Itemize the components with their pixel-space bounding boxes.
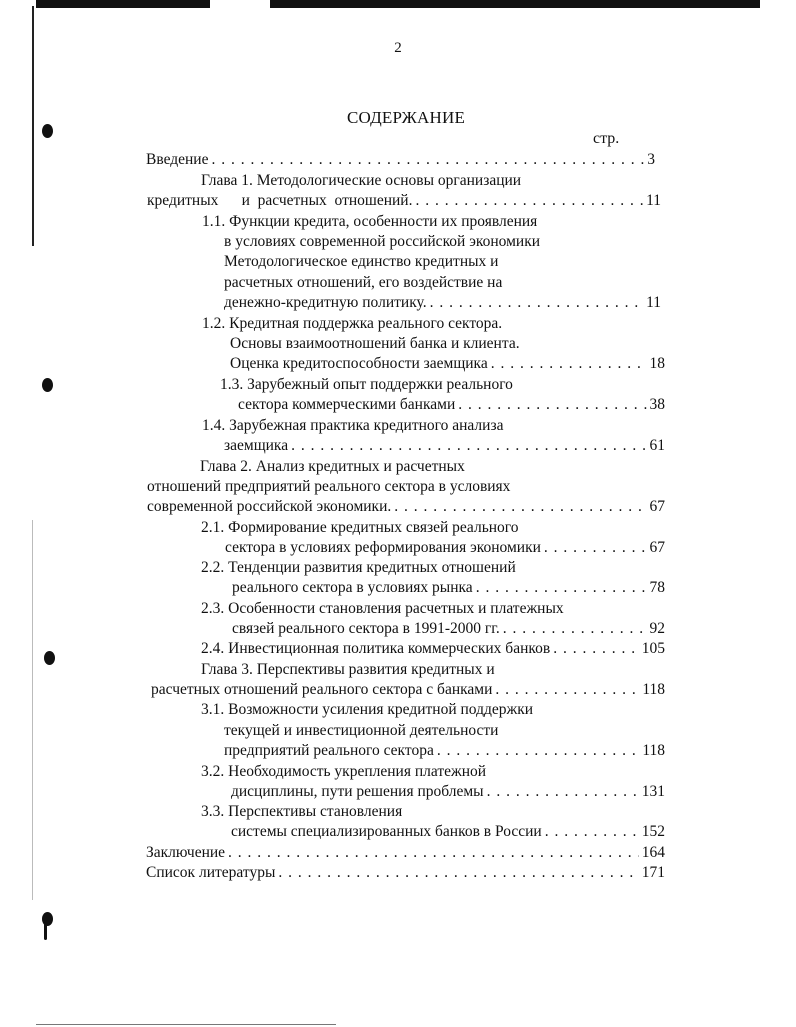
toc-chapter-1-title: Глава 1. Методологические основы организации xyxy=(201,172,522,189)
toc-entry-page: 105 xyxy=(641,640,665,657)
punch-hole-mark-tail xyxy=(44,922,47,940)
toc-entry-section-3-1 xyxy=(224,741,665,761)
toc-section-1-2-line-2: Основы взаимоотношений банка и клиента. xyxy=(230,335,520,352)
toc-entry-page: 118 xyxy=(642,742,665,759)
page-number: 2 xyxy=(394,40,402,56)
toc-entry-section-3-3 xyxy=(231,822,665,842)
toc-leader-dots xyxy=(394,497,646,517)
toc-entry-text: Введение xyxy=(146,151,209,168)
page-column-label: стр. xyxy=(593,130,620,147)
scan-left-edge-faint xyxy=(32,520,33,900)
toc-entry-chapter-2 xyxy=(147,497,665,517)
toc-leader-dots xyxy=(458,395,646,415)
toc-section-1-1-line-1: 1.1. Функции кредита, особенности их проявления xyxy=(202,213,538,230)
toc-entry-section-2-4 xyxy=(201,639,665,659)
toc-entry-page: 61 xyxy=(649,437,665,454)
toc-section-2-1-line-1: 2.1. Формирование кредитных связей реального xyxy=(201,519,519,536)
toc-chapter-2-line-1: Глава 2. Анализ кредитных и расчетных xyxy=(200,458,465,475)
scan-top-border xyxy=(36,0,760,8)
toc-leader-dots xyxy=(491,354,647,374)
toc-entry-page: 18 xyxy=(649,355,665,372)
toc-section-1-3-line-1: 1.3. Зарубежный опыт поддержки реального xyxy=(220,376,513,393)
toc-leader-dots xyxy=(211,150,644,170)
toc-entry-text: современной российской экономики. xyxy=(147,498,392,515)
toc-leader-dots xyxy=(291,436,646,456)
toc-section-2-2-line-1: 2.2. Тенденции развития кредитных отношений xyxy=(201,559,516,576)
toc-entry-chapter-1 xyxy=(147,191,661,211)
toc-entry-chapter-3 xyxy=(151,680,665,700)
toc-entry-page: 67 xyxy=(649,498,665,515)
toc-section-1-1-line-4: расчетных отношений, его воздействие на xyxy=(224,274,503,291)
toc-leader-dots xyxy=(544,538,647,558)
toc-entry-text: заемщика xyxy=(224,437,289,454)
toc-entry-page: 118 xyxy=(642,681,665,698)
punch-hole-mark xyxy=(42,378,53,392)
scan-top-border-gap xyxy=(210,0,270,8)
toc-entry-page: 11 xyxy=(646,192,661,209)
toc-entry-page: 38 xyxy=(649,396,665,413)
toc-section-1-2-line-1: 1.2. Кредитная поддержка реального сектора. xyxy=(202,315,503,332)
toc-leader-dots xyxy=(487,782,639,802)
toc-section-2-3-line-1: 2.3. Особенности становления расчетных и платежных xyxy=(201,600,564,617)
toc-entry-page: 152 xyxy=(641,823,665,840)
toc-entry-text: Список литературы xyxy=(146,864,276,881)
toc-leader-dots xyxy=(278,863,638,883)
toc-entry-text: системы специализированных банков в России xyxy=(231,823,542,840)
toc-leader-dots xyxy=(495,680,639,700)
toc-section-3-3-line-1: 3.3. Перспективы становления xyxy=(201,803,403,820)
toc-entry-references xyxy=(146,863,665,883)
toc-entry-text: сектора коммерческими банками xyxy=(238,396,456,413)
toc-leader-dots xyxy=(415,191,643,211)
scan-bottom-edge xyxy=(36,1024,336,1025)
toc-entry-section-1-4 xyxy=(224,436,665,456)
toc-entry-text: связей реального сектора в 1991-2000 гг. xyxy=(232,620,500,637)
punch-hole-mark xyxy=(44,651,55,665)
toc-entry-section-2-1 xyxy=(225,538,665,558)
toc-entry-text: Оценка кредитоспособности заемщика xyxy=(230,355,488,372)
toc-entry-section-1-2 xyxy=(230,354,665,374)
toc-entry-section-2-3 xyxy=(232,619,665,639)
toc-section-1-4-line-1: 1.4. Зарубежная практика кредитного анализа xyxy=(202,417,504,434)
toc-entry-section-2-2 xyxy=(232,578,665,598)
toc-entry-text: Заключение xyxy=(146,844,226,861)
toc-entry-text: предприятий реального сектора xyxy=(224,742,434,759)
toc-chapter-2-line-2: отношений предприятий реального сектора в условиях xyxy=(147,478,511,495)
toc-entry-intro xyxy=(146,150,655,170)
toc-leader-dots xyxy=(553,639,639,659)
toc-entry-text: денежно-кредитную политику. xyxy=(224,294,427,311)
toc-entry-page: 164 xyxy=(641,844,665,861)
toc-entry-section-3-2 xyxy=(231,782,665,802)
toc-entry-text: 2.4. Инвестиционная политика коммерческих банков xyxy=(201,640,551,657)
toc-entry-section-1-3 xyxy=(238,395,665,415)
toc-entry-page: 92 xyxy=(649,620,665,637)
toc-entry-text: дисциплины, пути решения проблемы xyxy=(231,783,484,800)
toc-leader-dots xyxy=(503,619,647,639)
toc-leader-dots xyxy=(430,293,643,313)
page-title: СОДЕРЖАНИЕ xyxy=(346,108,466,127)
toc-section-3-1-line-2: текущей и инвестиционной деятельности xyxy=(224,722,499,739)
toc-leader-dots xyxy=(545,822,639,842)
toc-entry-text: расчетных отношений реального сектора с банками xyxy=(151,681,493,698)
toc-entry-page: 11 xyxy=(646,294,661,311)
toc-section-3-2-line-1: 3.2. Необходимость укрепления платежной xyxy=(201,763,487,780)
toc-leader-dots xyxy=(476,578,647,598)
toc-section-3-1-line-1: 3.1. Возможности усиления кредитной поддержки xyxy=(201,701,534,718)
toc-section-1-1-line-2: в условиях современной российской экономики xyxy=(224,233,541,250)
toc-entry-text: кредитных и расчетных отношений. xyxy=(147,192,413,209)
toc-entry-section-1-1 xyxy=(224,293,661,313)
toc-entry-page: 171 xyxy=(641,864,665,881)
toc-leader-dots xyxy=(228,843,639,863)
toc-entry-text: сектора в условиях реформирования экономики xyxy=(225,539,541,556)
toc-entry-page: 78 xyxy=(649,579,665,596)
toc-entry-conclusion xyxy=(146,843,665,863)
toc-section-1-1-line-3: Методологическое единство кредитных и xyxy=(224,253,499,270)
toc-entry-page: 131 xyxy=(641,783,665,800)
toc-chapter-3-line-1: Глава 3. Перспективы развития кредитных и xyxy=(201,661,495,678)
toc-entry-page: 67 xyxy=(649,539,665,556)
toc-leader-dots xyxy=(437,741,639,761)
toc-entry-text: реального сектора в условиях рынка xyxy=(232,579,473,596)
toc-entry-page: 3 xyxy=(647,151,655,168)
